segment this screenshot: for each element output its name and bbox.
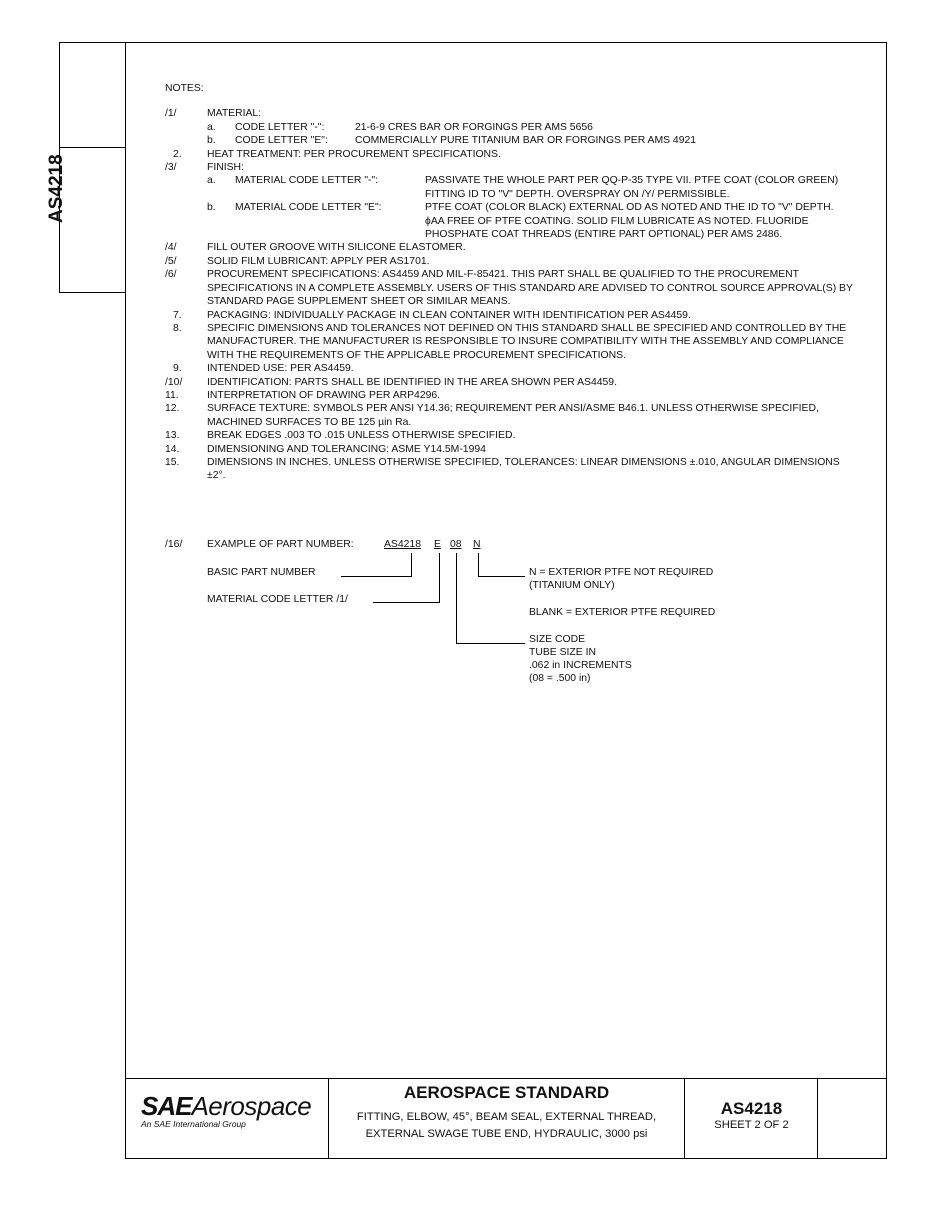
leader-size-v bbox=[456, 553, 457, 644]
note-text: SURFACE TEXTURE: SYMBOLS PER ANSI Y14.36; REQUIREMENT PER ANSI/ASME B46.1. UNLESS OTHERWISE SPECIFIED, MACHINED SURFACES TO BE 125 µin Ra. bbox=[207, 403, 819, 428]
leader-basic-v bbox=[411, 553, 412, 577]
note-subitem: a. MATERIAL CODE LETTER "-": PASSIVATE THE WHOLE PART PER QQ-P-35 TYPE VII. PTFE COAT (COLOR GREEN) FITTING ID TO "V" DEPTH. OVERSPRAY ON /Y/ PERMISSIBLE. bbox=[207, 175, 839, 200]
note-number: /4/ bbox=[165, 242, 177, 254]
leader-size-h bbox=[456, 643, 525, 644]
note-item bbox=[165, 241, 855, 254]
note-subitem: b. CODE LETTER "E": COMMERCIALLY PURE TITANIUM BAR OR FORGINGS PER AMS 4921 bbox=[207, 135, 697, 147]
pn-basic: AS4218 bbox=[384, 539, 421, 550]
note-number: 9. bbox=[173, 363, 182, 375]
note-text: HEAT TREATMENT: PER PROCUREMENT SPECIFICATIONS. bbox=[207, 148, 501, 160]
size-legend-3: .062 in INCREMENTS bbox=[529, 660, 632, 671]
note-number: 8. bbox=[173, 322, 182, 334]
note-number: 11. bbox=[165, 389, 179, 401]
document-type-title: AEROSPACE STANDARD bbox=[403, 1083, 610, 1102]
size-legend-4: (08 = .500 in) bbox=[529, 673, 591, 684]
title-block-doc-number: AS4218 bbox=[720, 1099, 783, 1118]
document-description: FITTING, ELBOW, 45°, BEAM SEAL, EXTERNAL THREAD, EXTERNAL SWAGE TUBE END, HYDRAULIC, 3000 psi bbox=[356, 1111, 657, 1140]
note-text: MATERIAL: bbox=[207, 108, 262, 120]
note-number: /5/ bbox=[165, 255, 177, 267]
notes-heading: NOTES: bbox=[165, 83, 204, 94]
note-subitem: b. MATERIAL CODE LETTER "E": PTFE COAT (COLOR BLACK) EXTERNAL OD AS NOTED AND THE ID TO "V" DEPTH. ϕAA FREE OF PTFE COATING. SOLID FILM LUBRICATE AS NOTED. FLUORIDE PHOSPHATE COAT THREADS (ENTIRE PART OPTIONAL) PER AMS 2486. bbox=[207, 202, 834, 241]
note-item bbox=[165, 255, 855, 268]
leader-basic-h bbox=[341, 576, 411, 577]
note-text: SOLID FILM LUBRICANT: APPLY PER AS1701. bbox=[207, 255, 430, 267]
note-item bbox=[165, 429, 855, 442]
pn-suffix: N bbox=[473, 539, 481, 550]
note-text: SPECIFIC DIMENSIONS AND TOLERANCES NOT DEFINED ON THIS STANDARD SHALL BE SPECIFIED AND CONTROLLED BY THE MANUFACTURER. THE MANUFACTURER IS RESPONSIBLE TO INSURE COMPATIBILITY WITH THE ASSEMBLY AND COMPLIANCE WITH THE REQUIREMENTS OF THE APPLICABLE PROCUREMENT SPECIFICATIONS. bbox=[207, 322, 847, 361]
note-text: BREAK EDGES .003 TO .015 UNLESS OTHERWISE SPECIFIED. bbox=[207, 430, 516, 442]
note-item bbox=[165, 148, 855, 161]
blank-legend: BLANK = EXTERIOR PTFE REQUIRED bbox=[529, 607, 716, 618]
side-tab bbox=[59, 42, 126, 293]
note-number: 14. bbox=[165, 443, 180, 455]
size-legend-2: TUBE SIZE IN bbox=[529, 647, 596, 658]
side-tab-divider bbox=[60, 147, 126, 148]
sae-aerospace-logo: SAEAerospace An SAE International Group bbox=[141, 1091, 312, 1129]
note-number: /16/ bbox=[165, 539, 183, 550]
leader-material-h bbox=[373, 602, 439, 603]
title-block bbox=[125, 1078, 887, 1159]
note-item bbox=[165, 443, 855, 456]
leader-material-v bbox=[439, 553, 440, 603]
suffix-legend-2: (TITANIUM ONLY) bbox=[529, 580, 615, 591]
note-number: 13. bbox=[165, 430, 180, 442]
leader-suffix-v bbox=[478, 553, 479, 577]
suffix-legend-1: N = EXTERIOR PTFE NOT REQUIRED bbox=[529, 567, 714, 578]
leader-suffix-h bbox=[478, 576, 525, 577]
note-number: 7. bbox=[173, 309, 182, 321]
note-number: 15. bbox=[165, 456, 180, 468]
note-item bbox=[165, 161, 855, 241]
note-text: FINISH: bbox=[207, 162, 244, 174]
logo-subtitle: An SAE International Group bbox=[141, 1119, 246, 1129]
note-item bbox=[165, 376, 855, 389]
note-text: INTENDED USE: PER AS4459. bbox=[207, 363, 354, 375]
note-text: PROCUREMENT SPECIFICATIONS: AS4459 AND MIL-F-85421. THIS PART SHALL BE QUALIFIED TO THE PROCUREMENT SPECIFICATIONS IN A COMPLETE ASSEMBLY. USERS OF THIS STANDARD ARE ADVISED TO CONTROL SOURCE APPROVAL(S) BY STANDARD PAGE SUPPLEMENT SHEET OR SIMILAR MEANS. bbox=[207, 269, 853, 308]
notes-section bbox=[165, 82, 855, 483]
note-subitem: a. CODE LETTER "-": 21-6-9 CRES BAR OR FORGINGS PER AMS 5656 bbox=[207, 121, 593, 133]
note-text: IDENTIFICATION: PARTS SHALL BE IDENTIFIED IN THE AREA SHOWN PER AS4459. bbox=[207, 376, 617, 388]
note-number: 2. bbox=[173, 148, 182, 160]
note-text: EXAMPLE OF PART NUMBER: bbox=[207, 539, 354, 550]
note-item bbox=[165, 402, 855, 429]
note-item bbox=[165, 268, 855, 308]
note-item bbox=[165, 362, 855, 375]
note-text: DIMENSIONING AND TOLERANCING: ASME Y14.5M-1994 bbox=[207, 443, 486, 455]
note-number: /6/ bbox=[165, 269, 177, 281]
note-number: /1/ bbox=[165, 108, 177, 120]
note-number: /10/ bbox=[165, 376, 183, 388]
part-number-example bbox=[165, 538, 865, 698]
size-legend-1: SIZE CODE bbox=[529, 634, 586, 645]
note-text: FILL OUTER GROOVE WITH SILICONE ELASTOMER. bbox=[207, 242, 466, 254]
note-item bbox=[165, 389, 855, 402]
sheet-number: SHEET 2 OF 2 bbox=[714, 1119, 789, 1131]
note-number: /3/ bbox=[165, 162, 177, 174]
note-item bbox=[165, 322, 855, 362]
pn-material-code: E bbox=[434, 539, 441, 550]
material-code-label: MATERIAL CODE LETTER /1/ bbox=[207, 594, 348, 605]
note-text: INTERPRETATION OF DRAWING PER ARP4296. bbox=[207, 389, 441, 401]
note-item bbox=[165, 107, 855, 147]
pn-size-code: 08 bbox=[450, 539, 462, 550]
side-doc-number: AS4218 bbox=[46, 154, 67, 223]
note-item bbox=[165, 309, 855, 322]
note-text: DIMENSIONS IN INCHES. UNLESS OTHERWISE SPECIFIED, TOLERANCES: LINEAR DIMENSIONS ±.010, ANGULAR DIMENSIONS ±2°. bbox=[207, 456, 840, 482]
basic-part-label: BASIC PART NUMBER bbox=[207, 567, 316, 578]
note-item bbox=[165, 456, 855, 483]
note-number: 12. bbox=[165, 403, 180, 415]
note-text: PACKAGING: INDIVIDUALLY PACKAGE IN CLEAN CONTAINER WITH IDENTIFICATION PER AS4459. bbox=[207, 309, 691, 321]
